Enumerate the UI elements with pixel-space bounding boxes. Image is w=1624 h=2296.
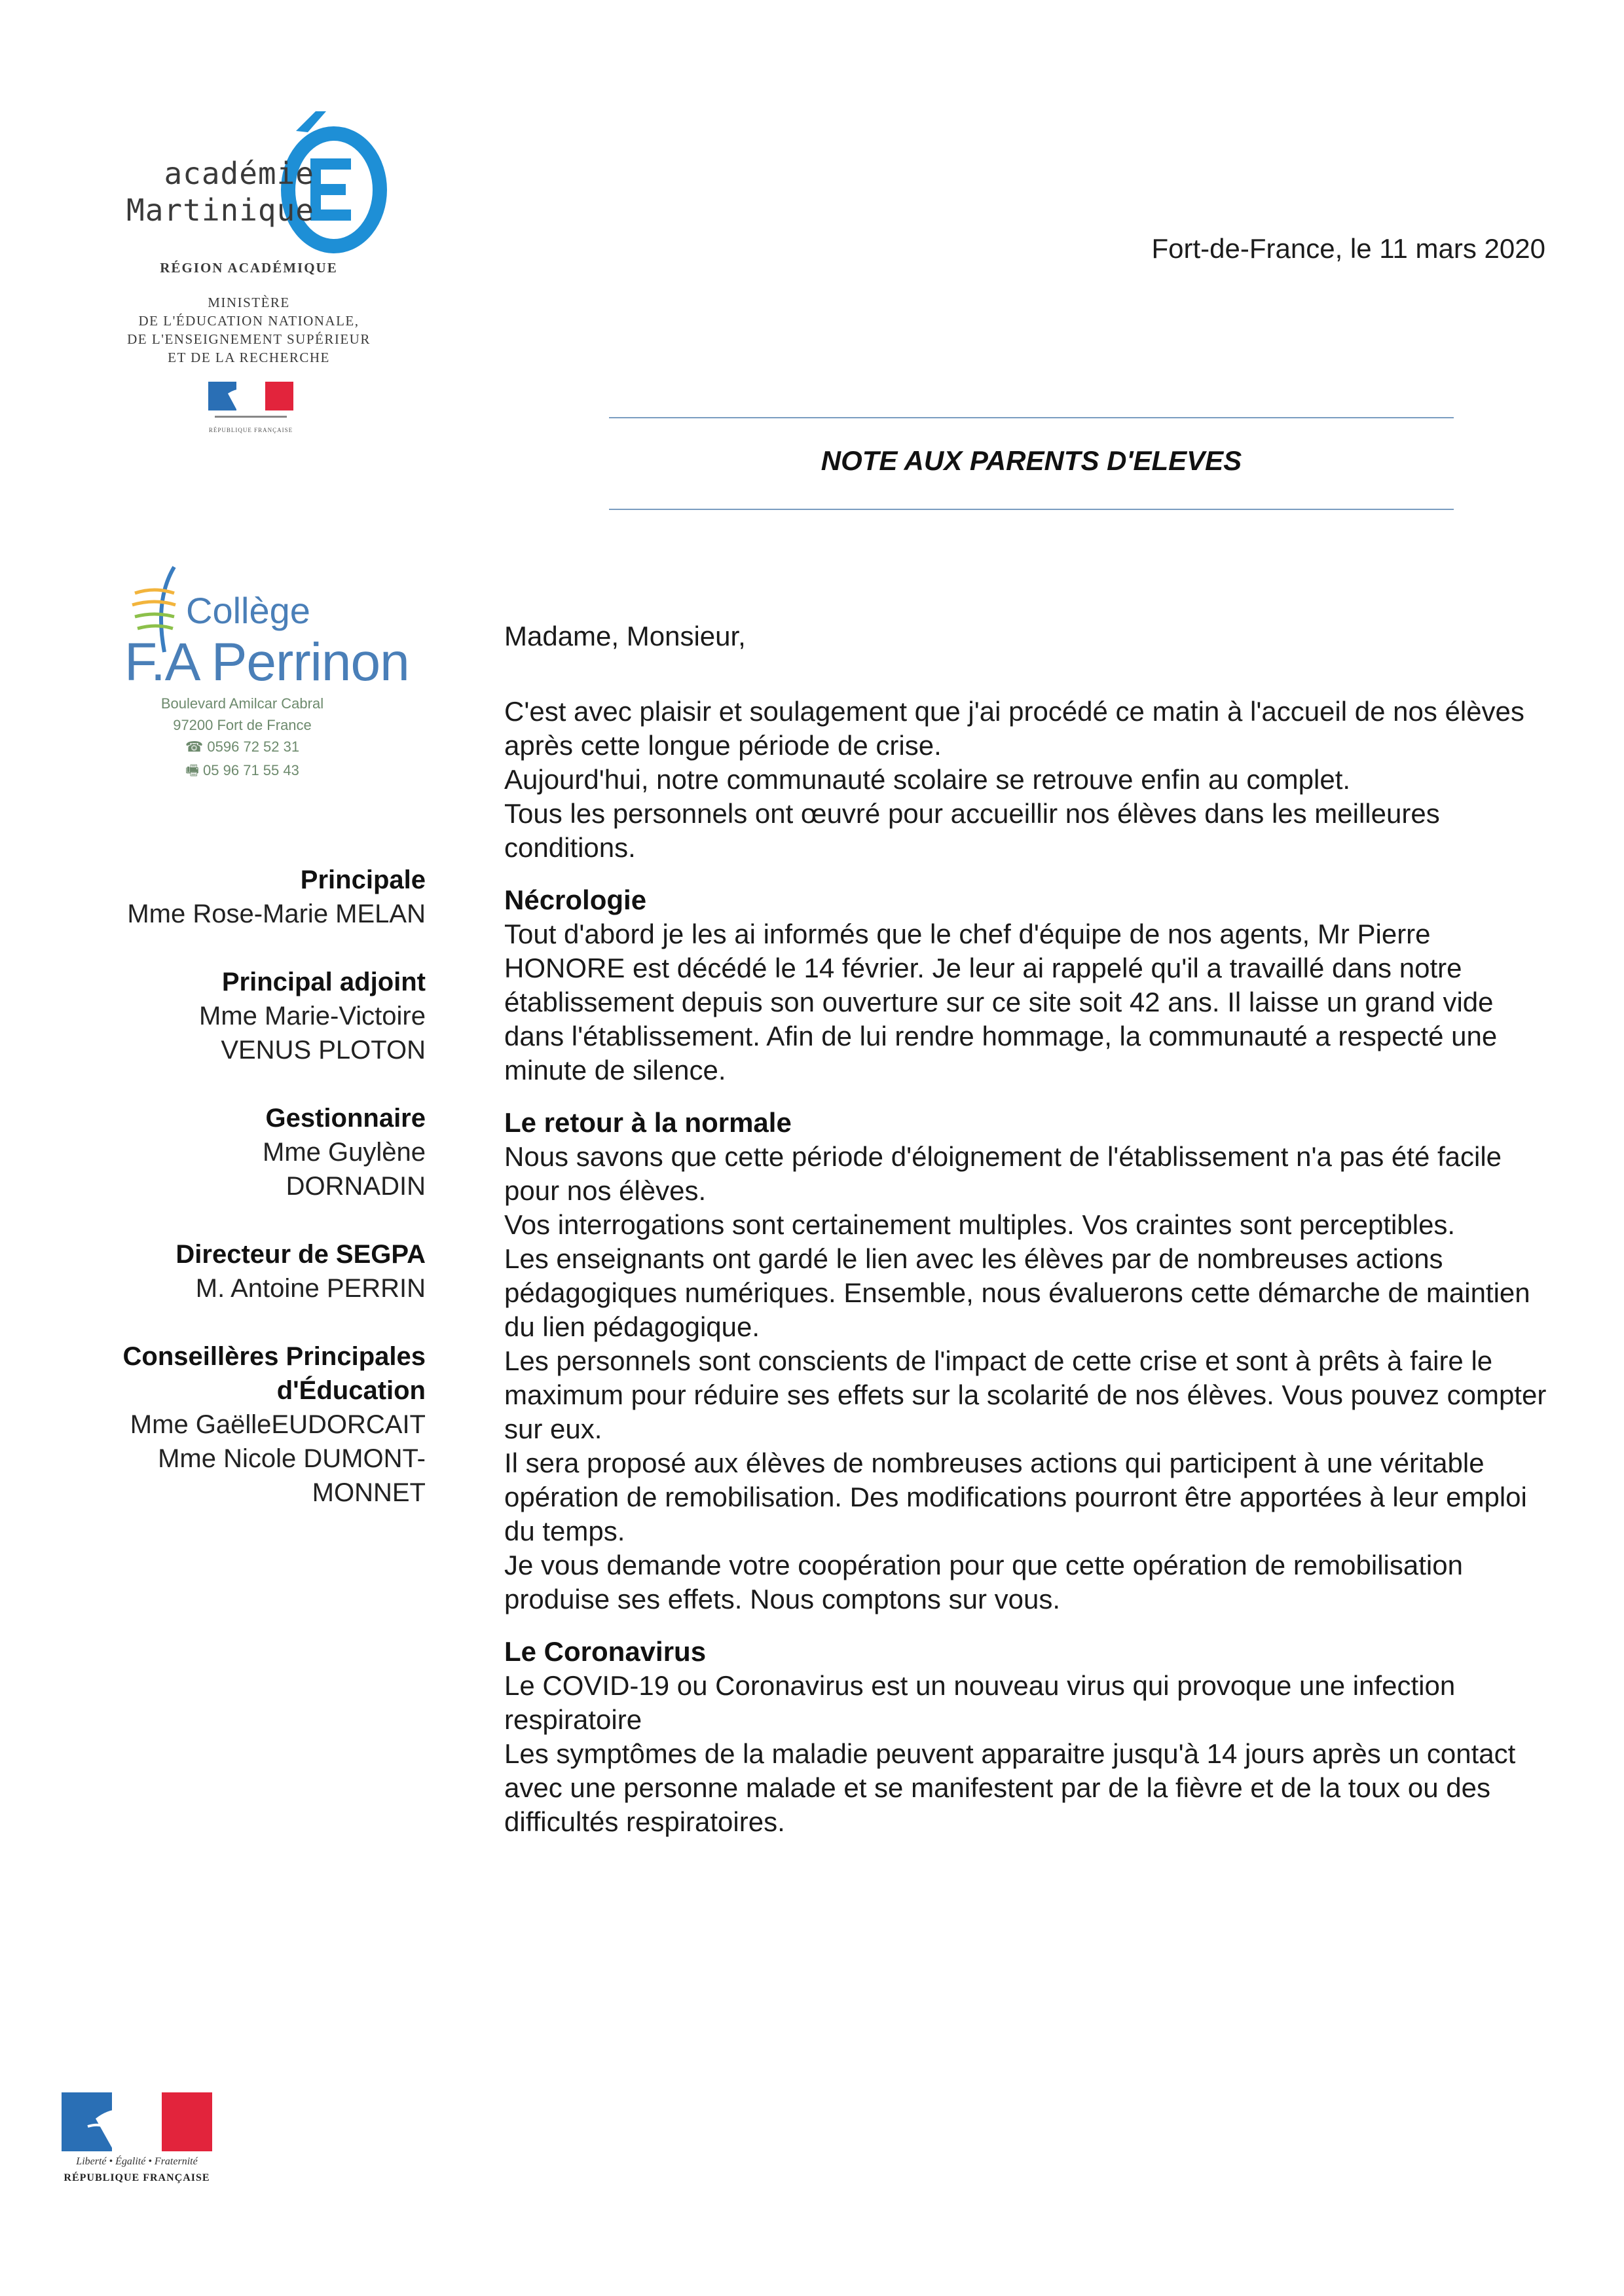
salutation: Madame, Monsieur,: [504, 621, 746, 651]
title-bottom-rule: [609, 509, 1454, 510]
staff-name: Mme GaëlleEUDORCAIT Mme Nicole DUMONT- MONNET: [130, 1410, 426, 1507]
staff-entry: [65, 1101, 426, 1203]
staff-name: Mme Rose-Marie MELAN: [127, 900, 426, 928]
section-paragraph: Nous savons que cette période d'éloignement de l'établissement n'a pas été facile pour nos élèves.: [504, 1141, 1502, 1206]
college-word: Collège: [186, 590, 310, 631]
college-fax: 🖷 05 96 71 55 43: [185, 762, 299, 778]
academy-word: académie: [164, 156, 314, 191]
staff-role: Gestionnaire: [265, 1104, 426, 1133]
section-heading: Nécrologie: [504, 884, 647, 915]
section-paragraph: Les enseignants ont gardé le lien avec les élèves par de nombreuses actions pédagogiques numériques. Ensemble, nous évaluerons cette démarche de maintien du lien pédagogique.: [504, 1243, 1530, 1342]
staff-entry: [65, 1339, 426, 1510]
academy-logo: [126, 105, 399, 262]
intro-paragraph: C'est avec plaisir et soulagement que j'ai procédé ce matin à l'accueil de nos élèves après cette longue période de crise.: [504, 696, 1524, 761]
ministry-label: MINISTÈRE DE L'ÉDUCATION NATIONALE, DE L'ENSEIGNEMENT SUPÉRIEUR ET DE LA RECHERCHE: [127, 295, 371, 365]
college-name: F.A Perrinon: [124, 632, 409, 692]
staff-entry: [65, 965, 426, 1067]
section-heading: Le retour à la normale: [504, 1107, 792, 1138]
republic-caption: RÉPUBLIQUE FRANÇAISE: [64, 2172, 210, 2183]
marianne-logo-icon: [62, 2092, 212, 2151]
letter-section: [504, 883, 1559, 1087]
college-address-street: Boulevard Amilcar Cabral: [160, 695, 324, 712]
document-title: NOTE AUX PARENTS D'ELEVES: [821, 445, 1242, 476]
document-date: Fort-de-France, le 11 mars 2020: [1151, 233, 1545, 264]
region-label: RÉGION ACADÉMIQUE: [160, 260, 338, 276]
staff-role: Conseillères Principales d'Éducation: [122, 1342, 426, 1405]
staff-role: Principale: [300, 866, 426, 894]
staff-entry: [65, 863, 426, 931]
letter-section: [504, 1635, 1559, 1839]
intro-paragraph: Aujourd'hui, notre communauté scolaire se retrouve enfin au complet.: [504, 764, 1351, 795]
section-paragraph: Je vous demande votre coopération pour que cette opération de remobilisation produise ses effets. Nous comptons sur vous.: [504, 1550, 1463, 1614]
section-paragraph: Tout d'abord je les ai informés que le chef d'équipe de nos agents, Mr Pierre HONORE est décédé le 14 février. Je leur ai rappelé qu'il a travaillé dans notre établissement depuis son ouverture sur ce site soit 42 ans. Il laisse un grand vide dans l'établissement. Afin de lui rendre hommage, la communauté a respecté une minute de silence.: [504, 919, 1498, 1085]
republic-motto: Liberté • Égalité • Fraternité: [76, 2156, 198, 2167]
section-paragraph: Il sera proposé aux élèves de nombreuses actions qui participent à une véritable opération de remobilisation. Des modifications pourront être apportées à leur emploi du temps.: [504, 1448, 1527, 1546]
section-heading: Le Coronavirus: [504, 1636, 707, 1667]
section-paragraph: Vos interrogations sont certainement multiples. Vos craintes sont perceptibles.: [504, 1209, 1456, 1240]
letter-section: [504, 1106, 1559, 1616]
section-paragraph: Les personnels sont conscients de l'impact de cette crise et sont à prêts à faire le maximum pour réduire ses effets sur la scolarité de nos élèves. Vous pouvez compter sur eux.: [504, 1345, 1547, 1444]
college-phone: ☎ 0596 72 52 31: [185, 738, 300, 755]
marianne-small-logo-icon: [208, 382, 293, 424]
section-paragraph: Les symptômes de la maladie peuvent apparaitre jusqu'à 14 jours après un contact avec une personne malade et se manifestent par de la fièvre et de la toux ou des difficultés respiratoires.: [504, 1738, 1516, 1837]
letter-sections: [504, 883, 1559, 1839]
letter-body: [504, 619, 1559, 1839]
staff-role: Principal adjoint: [221, 968, 426, 996]
staff-name: Mme Marie-Victoire VENUS PLOTON: [199, 1002, 426, 1065]
intro-paragraph: Tous les personnels ont œuvré pour accueillir nos élèves dans les meilleures conditions.: [504, 798, 1440, 863]
staff-name: M. Antoine PERRIN: [195, 1274, 426, 1303]
staff-role: Directeur de SEGPA: [175, 1240, 426, 1269]
staff-name: Mme Guylène DORNADIN: [263, 1138, 426, 1201]
staff-directory: [65, 863, 426, 1544]
intro-paragraphs: [504, 695, 1559, 865]
college-address-city: 97200 Fort de France: [173, 717, 312, 733]
staff-entry: [65, 1237, 426, 1305]
title-top-rule: [609, 417, 1454, 418]
academy-region-name: Martinique: [126, 192, 314, 228]
section-paragraph: Le COVID-19 ou Coronavirus est un nouveau virus qui provoque une infection respiratoire: [504, 1670, 1456, 1735]
republic-small-caption: RÉPUBLIQUE FRANÇAISE: [208, 427, 293, 433]
